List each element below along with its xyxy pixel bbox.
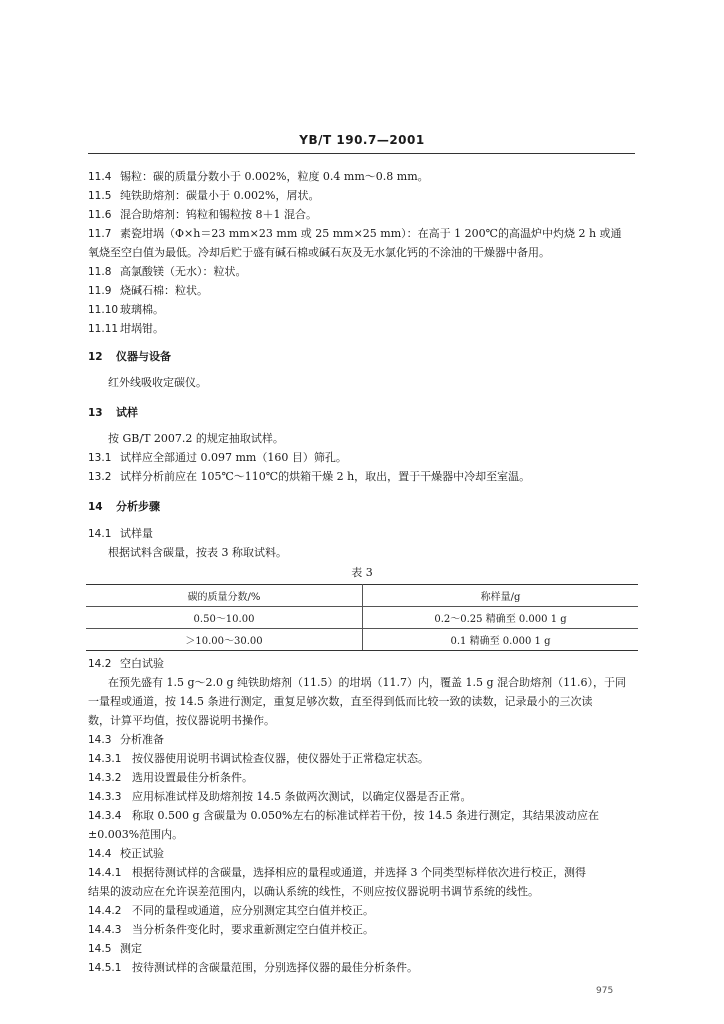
item-number: 14.3	[88, 734, 112, 746]
table-cell: ＞10.00～30.00	[86, 629, 363, 651]
table-header-cell: 称样量/g	[363, 585, 639, 607]
item-text: 玻璃棉。	[120, 303, 164, 316]
list-item	[88, 284, 638, 298]
item-number: 14.5	[88, 943, 112, 955]
item-number: 14.3.3	[88, 791, 122, 803]
item-text: 应用标准试样及助熔剂按 14.5 条做两次测试，以确定仪器是否正常。	[132, 790, 472, 803]
item-number: 14.4.2	[88, 905, 122, 917]
item-number: 11.6	[88, 209, 112, 221]
list-item	[88, 790, 638, 804]
section-heading-13	[88, 406, 638, 420]
item-text: 称取 0.500 g 含碳量为 0.050%左右的标准试样若干份，按 14.5 条进行测定，其结果波动应在	[132, 809, 599, 822]
list-item	[88, 303, 638, 317]
continuation-line: 结果的波动应在允许误差范围内，以确认系统的线性，不则应按仪器说明书调节系统的线性。	[88, 885, 539, 898]
item-number: 14.2	[88, 658, 112, 670]
item-text: 试样应全部通过 0.097 mm（160 目）筛孔。	[120, 451, 347, 464]
item-number: 14.4	[88, 848, 112, 860]
continuation-line: ±0.003%范围内。	[88, 828, 184, 841]
item-text: 纯铁助熔剂：碳量小于 0.002%，屑状。	[120, 189, 320, 202]
subsection-body: 根据试料含碳量，按表 3 称取试料。	[108, 546, 287, 559]
item-number: 11.9	[88, 285, 112, 297]
list-item	[88, 470, 638, 484]
section-13-body: 按 GB/T 2007.2 的规定抽取试样。	[108, 432, 284, 445]
paragraph-line: 数，计算平均值，按仪器说明书操作。	[88, 714, 275, 727]
section-number: 13	[88, 407, 103, 419]
subsection-heading	[88, 942, 638, 956]
header-rule	[88, 153, 635, 154]
section-heading-12	[88, 350, 638, 364]
list-item	[88, 752, 638, 766]
list-item	[88, 265, 638, 279]
item-text: 高氯酸镁（无水）：粒状。	[120, 265, 247, 278]
table-header-row	[86, 585, 638, 607]
table-caption: 表 3	[351, 566, 373, 579]
item-text: 当分析条件变化时，要求重新测定空白值并校正。	[132, 923, 374, 936]
item-title: 分析准备	[120, 733, 164, 746]
section-title: 分析步骤	[116, 500, 160, 513]
list-item	[88, 961, 638, 975]
paragraph-line: 一量程或通道，按 14.5 条进行测定，重复足够次数，直至得到低而比较一致的读数，记录最小的三次读	[88, 695, 593, 708]
list-item	[88, 208, 638, 222]
data-table	[86, 584, 638, 651]
item-text: 按仪器使用说明书调试检查仪器，使仪器处于正常稳定状态。	[132, 752, 429, 765]
subsection-heading	[88, 657, 638, 671]
item-number: 14.4.1	[88, 867, 122, 879]
item-text: 试样分析前应在 105℃～110℃的烘箱干燥 2 h，取出，置于干燥器中冷却至室温。	[120, 470, 531, 483]
section-title: 试样	[116, 406, 138, 419]
item-text: 烧碱石棉：粒状。	[120, 284, 208, 297]
item-number: 14.1	[88, 528, 112, 540]
section-12-body: 红外线吸收定碳仪。	[108, 376, 207, 389]
item-number: 11.8	[88, 266, 112, 278]
list-item	[88, 923, 638, 937]
continuation-line: 氧烧至空白值为最低。冷却后贮于盛有碱石棉或碱石灰及无水氯化钙的不涂油的干燥器中备用。	[88, 246, 550, 259]
item-number: 13.2	[88, 471, 112, 483]
list-item	[88, 451, 638, 465]
table-cell: 0.2～0.25 精确至 0.000 1 g	[363, 607, 639, 629]
item-text: 不同的量程或通道，应分别测定其空白值并校正。	[132, 904, 374, 917]
table-row	[86, 607, 638, 629]
list-item	[88, 809, 638, 823]
table-header-cell: 碳的质量分数/%	[86, 585, 363, 607]
subsection-heading	[88, 733, 638, 747]
item-number: 11.4	[88, 171, 112, 183]
item-title: 空白试验	[120, 657, 164, 670]
subsection-heading	[88, 847, 638, 861]
item-text: 素瓷坩埚（Φ×h＝23 mm×23 mm 或 25 mm×25 mm）：在高于 1 200℃的高温炉中灼烧 2 h 或通	[120, 227, 622, 240]
item-number: 11.10	[88, 304, 119, 316]
list-item	[88, 322, 638, 336]
list-item	[88, 866, 638, 880]
paragraph-line: 在预先盛有 1.5 g～2.0 g 纯铁助熔剂（11.5）的坩埚（11.7）内，覆盖 1.5 g 混合助熔剂（11.6），于同	[108, 676, 627, 689]
list-item	[88, 771, 638, 785]
item-text: 选用设置最佳分析条件。	[132, 771, 253, 784]
list-item	[88, 904, 638, 918]
item-title: 测定	[120, 942, 142, 955]
list-item	[88, 189, 638, 203]
section-heading-14	[88, 500, 638, 514]
list-item	[88, 227, 638, 241]
table-cell: 0.1 精确至 0.000 1 g	[363, 629, 639, 651]
list-item	[88, 170, 638, 184]
item-number: 14.3.4	[88, 810, 122, 822]
section-number: 12	[88, 351, 103, 363]
item-number: 11.7	[88, 228, 112, 240]
item-number: 11.5	[88, 190, 112, 202]
item-title: 校正试验	[120, 847, 164, 860]
item-number: 14.5.1	[88, 962, 122, 974]
item-text: 混合助熔剂：钨粒和锡粒按 8＋1 混合。	[120, 208, 317, 221]
item-number: 14.3.2	[88, 772, 122, 784]
item-title: 试样量	[120, 527, 153, 540]
item-number: 11.11	[88, 323, 119, 335]
item-number: 14.4.3	[88, 924, 122, 936]
section-title: 仪器与设备	[116, 350, 171, 363]
section-number: 14	[88, 501, 103, 513]
subsection-heading	[88, 527, 638, 541]
item-text: 坩埚钳。	[120, 322, 164, 335]
item-text: 根据待测试样的含碳量，选择相应的量程或通道，并选择 3 个同类型标样依次进行校正，测得	[132, 866, 586, 879]
page-number: 975	[596, 986, 614, 996]
item-text: 按待测试样的含碳量范围，分别选择仪器的最佳分析条件。	[132, 961, 418, 974]
item-number: 13.1	[88, 452, 112, 464]
item-number: 14.3.1	[88, 753, 122, 765]
table-row	[86, 629, 638, 651]
standard-code-header: YB/T 190.7—2001	[299, 133, 425, 147]
item-text: 锡粒：碳的质量分数小于 0.002%，粒度 0.4 mm～0.8 mm。	[120, 170, 429, 183]
table-cell: 0.50～10.00	[86, 607, 363, 629]
